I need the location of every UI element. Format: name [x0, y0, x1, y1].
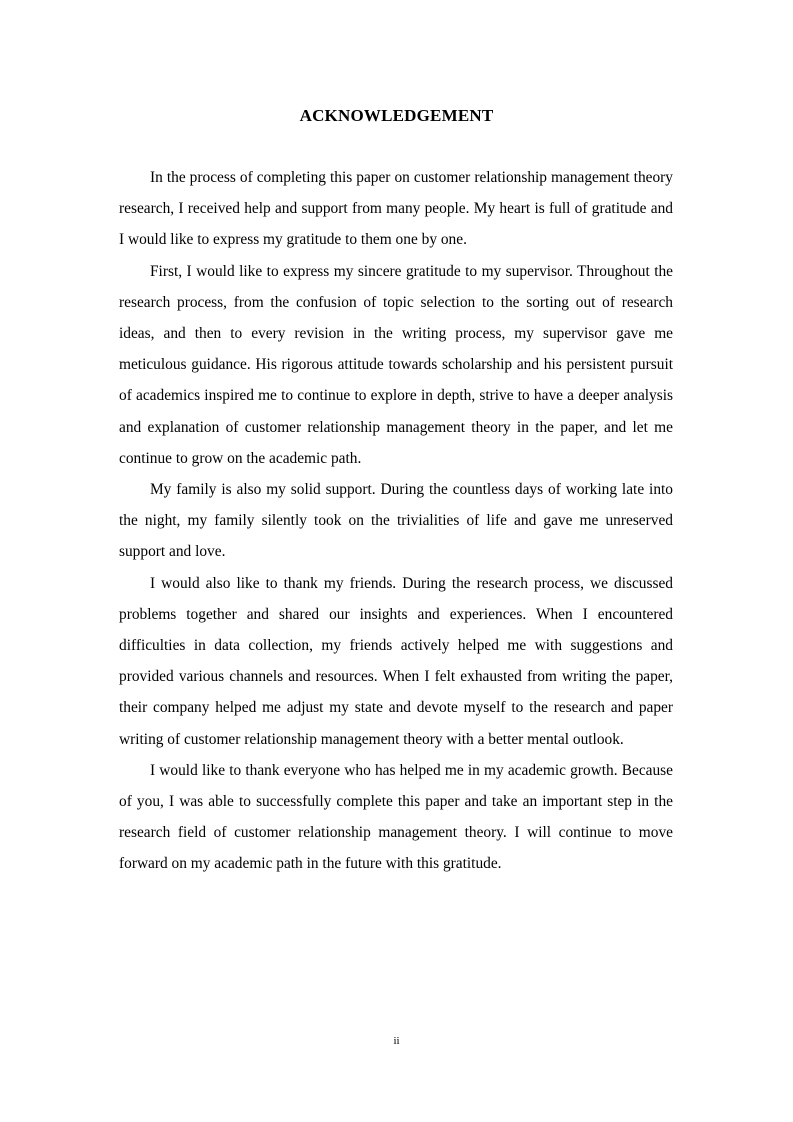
paragraph-4: I would also like to thank my friends. During the research process, we discussed problems together and shared our insights and experiences. When I encountered difficulties in data collection, my friends actively helped me with suggestions and provided various channels and resources. When I felt exhausted from writing the paper, their company helped me adjust my state and devote myself to the research and paper writing of customer relationship management theory with a better mental outlook. — [119, 574, 673, 748]
acknowledgement-body — [119, 162, 673, 880]
page-number: ii — [393, 1035, 400, 1047]
paragraph-3: My family is also my solid support. During the countless days of working late into the night, my family silently took on the trivialities of life and gave me unreserved support and love. — [119, 481, 673, 561]
page-title: ACKNOWLEDGEMENT — [299, 106, 494, 125]
paragraph-5: I would like to thank everyone who has helped me in my academic growth. Because of you, I was able to successfully complete this paper and take an important step in the research field of customer relationship management theory. I will continue to move forward on my academic path in the future with this gratitude. — [119, 761, 673, 873]
paragraph-1: In the process of completing this paper on customer relationship management theory research, I received help and support from many people. My heart is full of gratitude and I would like to express my gratitude to them one by one. — [119, 169, 673, 249]
paragraph-2: First, I would like to express my sincere gratitude to my supervisor. Throughout the research process, from the confusion of topic selection to the sorting out of research ideas, and then to every revision in the writing process, my supervisor gave me meticulous guidance. His rigorous attitude towards scholarship and his persistent pursuit of academics inspired me to continue to explore in depth, strive to have a deeper analysis and explanation of customer relationship management theory in the paper, and let me continue to grow on the academic path. — [119, 262, 673, 467]
